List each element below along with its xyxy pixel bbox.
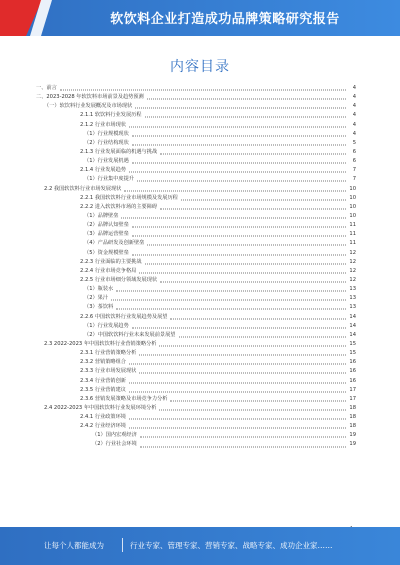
toc-leader-dots bbox=[160, 282, 346, 283]
toc-entry-page: 10 bbox=[349, 212, 356, 219]
toc-leader-dots bbox=[135, 108, 346, 109]
toc-leader-dots bbox=[170, 318, 346, 319]
toc-entry-page: 14 bbox=[349, 322, 356, 329]
toc-entry-page: 7 bbox=[352, 176, 356, 183]
toc-leader-dots bbox=[137, 181, 346, 182]
toc-entry[interactable] bbox=[36, 139, 356, 148]
toc-leader-dots bbox=[132, 144, 346, 145]
toc-entry-label: （5）资金规模壁垒 bbox=[84, 249, 129, 256]
toc-entry-label: 2.1.4 行业发展趋势 bbox=[80, 167, 126, 174]
report-title: 软饮料企业打造成功品牌策略研究报告 bbox=[110, 12, 340, 27]
toc-entry[interactable] bbox=[36, 102, 356, 111]
toc-entry[interactable] bbox=[36, 203, 356, 212]
toc-leader-dots bbox=[60, 90, 346, 91]
toc-entry-label: 2.3.5 行业营销建议 bbox=[80, 386, 126, 393]
toc-entry[interactable] bbox=[36, 440, 356, 449]
toc-leader-dots bbox=[160, 208, 346, 209]
toc-entry-page: 10 bbox=[349, 203, 356, 210]
toc-entry-label: 2.1.2 行业市场现状 bbox=[80, 121, 126, 128]
toc-leader-dots bbox=[116, 291, 346, 292]
toc-entry-page: 16 bbox=[349, 368, 356, 375]
toc-leader-dots bbox=[160, 154, 346, 155]
toc-entry-label: 2.3.6 营销发展策略及市场竞争力分析 bbox=[80, 395, 168, 402]
toc-leader-dots bbox=[159, 346, 346, 347]
toc-entry[interactable] bbox=[36, 413, 356, 422]
toc-entry-page: 18 bbox=[349, 404, 356, 411]
toc-heading: 内容目录 bbox=[170, 59, 230, 75]
toc-leader-dots bbox=[159, 409, 346, 410]
toc-entry[interactable] bbox=[36, 157, 356, 166]
toc-entry-page: 14 bbox=[349, 313, 356, 320]
toc-leader-dots bbox=[129, 382, 346, 383]
toc-entry-page: 12 bbox=[349, 258, 356, 265]
toc-leader-dots bbox=[132, 327, 346, 328]
toc-entry-page: 16 bbox=[349, 377, 356, 384]
report-header bbox=[0, 0, 400, 36]
toc-entry[interactable] bbox=[36, 386, 356, 395]
toc-entry-label: （1）行业发展机遇 bbox=[84, 158, 129, 165]
toc-entry-page: 13 bbox=[349, 286, 356, 293]
toc-entry-label: 一、前言 bbox=[36, 85, 57, 91]
toc-entry-page: 7 bbox=[352, 167, 356, 174]
toc-entry-label: 2.3.4 行业营销创新 bbox=[80, 377, 126, 384]
toc-entry-label: 2.2.6 中国软饮料行业发展趋势及展望 bbox=[80, 313, 168, 320]
toc-entry-page: 17 bbox=[349, 386, 356, 393]
toc-entry-label: 2.4.2 行业经济环境 bbox=[80, 423, 126, 430]
toc-leader-dots bbox=[139, 373, 346, 374]
toc-entry[interactable] bbox=[36, 313, 356, 322]
toc-entry[interactable] bbox=[36, 331, 356, 340]
toc-entry-label: （1）行业发展趋势 bbox=[84, 322, 129, 329]
footer-divider bbox=[122, 538, 123, 552]
toc-entry-page: 11 bbox=[349, 240, 356, 247]
toc-entry-label: 2.2.5 行业市场细分领域发展现状 bbox=[80, 276, 158, 283]
toc-entry[interactable] bbox=[36, 111, 356, 120]
toc-entry-page: 4 bbox=[352, 121, 356, 128]
toc-entry-page: 12 bbox=[349, 267, 356, 274]
toc-leader-dots bbox=[121, 218, 346, 219]
toc-entry-page: 6 bbox=[352, 148, 356, 155]
toc-entry-label: （2）果汁 bbox=[84, 295, 109, 302]
toc-leader-dots bbox=[129, 364, 346, 365]
toc-entry-page: 12 bbox=[349, 276, 356, 283]
toc-entry-label: 2.2.4 行业市场竞争格局 bbox=[80, 267, 137, 274]
toc-entry[interactable] bbox=[36, 221, 356, 230]
toc-entry-label: （2）品牌认知壁垒 bbox=[84, 222, 129, 229]
toc-leader-dots bbox=[129, 391, 346, 392]
toc-entry-label: 2.3 2022-2023 年中国软饮料行业营销策略分析 bbox=[44, 340, 157, 347]
toc-leader-dots bbox=[132, 254, 346, 255]
toc-entry-label: （2）中国软饮料行业未来发展前景展望 bbox=[84, 331, 176, 338]
toc-leader-dots bbox=[132, 227, 346, 228]
toc-leader-dots bbox=[129, 172, 346, 173]
toc-entry[interactable] bbox=[36, 267, 356, 276]
toc-leader-dots bbox=[139, 272, 346, 273]
toc-entry[interactable] bbox=[36, 121, 356, 130]
toc-entry-label: （1）国内宏观经济 bbox=[92, 432, 137, 439]
toc-leader-dots bbox=[124, 190, 346, 191]
toc-entry-label: 二、2023-2028 年软饮料市场前景及趋势预测 bbox=[36, 94, 144, 101]
toc-entry-label: （1）品牌壁垒 bbox=[84, 212, 119, 219]
toc-entry-page: 19 bbox=[349, 441, 356, 448]
toc-entry[interactable] bbox=[36, 84, 356, 93]
toc-leader-dots bbox=[145, 263, 346, 264]
toc-entry[interactable] bbox=[36, 404, 356, 413]
toc-entry-page: 4 bbox=[352, 103, 356, 110]
toc-leader-dots bbox=[181, 199, 346, 200]
toc-entry-label: （2）行业社会环境 bbox=[92, 441, 137, 448]
toc-entry[interactable] bbox=[36, 322, 356, 331]
toc-entry-page: 4 bbox=[352, 112, 356, 119]
toc-entry-page: 12 bbox=[349, 249, 356, 256]
toc-entry-label: （1）行业集中度提升 bbox=[84, 176, 134, 183]
toc-entry[interactable] bbox=[36, 230, 356, 239]
toc-entry[interactable] bbox=[36, 285, 356, 294]
toc-entry[interactable] bbox=[36, 93, 356, 102]
toc-entry-label: 2.3.2 营销策略组合 bbox=[80, 359, 126, 366]
toc-entry-page: 13 bbox=[349, 295, 356, 302]
toc-entry[interactable] bbox=[36, 276, 356, 285]
toc-entry[interactable] bbox=[36, 294, 356, 303]
toc-entry-label: （1）瓶装水 bbox=[84, 286, 114, 293]
toc-entry-page: 11 bbox=[349, 222, 356, 229]
toc-leader-dots bbox=[129, 428, 346, 429]
toc-leader-dots bbox=[170, 400, 346, 401]
toc-leader-dots bbox=[129, 126, 346, 127]
toc-entry-page: 17 bbox=[349, 395, 356, 402]
toc-entry-label: 2.4.1 行业政策环境 bbox=[80, 414, 126, 421]
toc-entry-page: 15 bbox=[349, 340, 356, 347]
toc-entry[interactable] bbox=[36, 340, 356, 349]
toc-entry[interactable] bbox=[36, 212, 356, 221]
toc-entry-label: 2.1.1 软饮料行业发展历程 bbox=[80, 112, 142, 119]
toc-entry[interactable] bbox=[36, 249, 356, 258]
toc-leader-dots bbox=[145, 117, 346, 118]
report-footer bbox=[0, 527, 400, 565]
toc-entry-page: 10 bbox=[349, 194, 356, 201]
toc-entry-label: （3）品牌运营壁垒 bbox=[84, 231, 129, 238]
toc-leader-dots bbox=[111, 300, 346, 301]
toc-entry-page: 6 bbox=[352, 158, 356, 165]
table-of-contents bbox=[36, 84, 356, 450]
toc-entry[interactable] bbox=[36, 175, 356, 184]
toc-entry[interactable] bbox=[36, 349, 356, 358]
footer-slogan-left: 让每个人都能成为 bbox=[44, 541, 104, 550]
toc-entry-page: 4 bbox=[352, 94, 356, 101]
toc-leader-dots bbox=[129, 419, 346, 420]
toc-leader-dots bbox=[147, 99, 346, 100]
toc-entry-label: 2.3.3 行业市场发展现状 bbox=[80, 368, 137, 375]
toc-entry-page: 15 bbox=[349, 350, 356, 357]
toc-leader-dots bbox=[140, 446, 346, 447]
toc-leader-dots bbox=[132, 236, 346, 237]
toc-entry[interactable] bbox=[36, 185, 356, 194]
toc-entry[interactable] bbox=[36, 377, 356, 386]
toc-entry[interactable] bbox=[36, 395, 356, 404]
toc-entry-label: 2.2 我国软饮料行业市场发展现状 bbox=[44, 185, 122, 192]
toc-entry-label: 2.2.2 进入软饮料市场的主要障碍 bbox=[80, 203, 158, 210]
toc-entry-page: 11 bbox=[349, 231, 356, 238]
toc-leader-dots bbox=[147, 245, 346, 246]
toc-entry[interactable] bbox=[36, 194, 356, 203]
toc-entry-label: （1）行业规模现状 bbox=[84, 130, 129, 137]
toc-leader-dots bbox=[140, 437, 346, 438]
toc-entry[interactable] bbox=[36, 303, 356, 312]
toc-leader-dots bbox=[139, 355, 346, 356]
toc-leader-dots bbox=[116, 309, 346, 310]
toc-entry[interactable] bbox=[36, 431, 356, 440]
toc-entry[interactable] bbox=[36, 367, 356, 376]
toc-entry-label: 2.2.1 我国软饮料行业市场规模及发展历程 bbox=[80, 194, 178, 201]
toc-entry-page: 16 bbox=[349, 359, 356, 366]
toc-entry[interactable] bbox=[36, 358, 356, 367]
toc-entry-label: 2.1.3 行业发展面临的机遇与挑战 bbox=[80, 148, 158, 155]
toc-entry-page: 18 bbox=[349, 414, 356, 421]
toc-entry-page: 14 bbox=[349, 331, 356, 338]
toc-entry-page: 5 bbox=[352, 139, 356, 146]
toc-entry-label: 2.3.1 行业营销策略分析 bbox=[80, 350, 137, 357]
toc-leader-dots bbox=[132, 135, 346, 136]
toc-entry-page: 4 bbox=[352, 85, 356, 91]
toc-entry-page: 4 bbox=[352, 130, 356, 137]
toc-entry-label: （4）产品研发及创新壁垒 bbox=[84, 240, 145, 247]
toc-entry-page: 10 bbox=[349, 185, 356, 192]
toc-entry-page: 19 bbox=[349, 432, 356, 439]
toc-entry-page: 13 bbox=[349, 304, 356, 311]
toc-entry-label: （3）茶饮料 bbox=[84, 304, 114, 311]
toc-entry-label: 2.2.3 行业面临的主要挑战 bbox=[80, 258, 142, 265]
toc-entry-page: 18 bbox=[349, 423, 356, 430]
toc-entry[interactable] bbox=[36, 130, 356, 139]
toc-entry[interactable] bbox=[36, 166, 356, 175]
toc-entry[interactable] bbox=[36, 258, 356, 267]
toc-entry[interactable] bbox=[36, 422, 356, 431]
toc-leader-dots bbox=[179, 336, 347, 337]
toc-entry-label: 2.4 2022-2023 年中国软饮料行业发展环境分析 bbox=[44, 404, 157, 411]
toc-entry[interactable] bbox=[36, 148, 356, 157]
footer-slogan-right: 行业专家、管理专家、营销专家、战略专家、成功企业家…… bbox=[130, 541, 333, 550]
toc-entry-label: （一）软饮料行业发展概况及市场现状 bbox=[44, 103, 133, 110]
toc-leader-dots bbox=[132, 163, 346, 164]
toc-entry[interactable] bbox=[36, 239, 356, 248]
toc-entry-label: （2）行业结构现状 bbox=[84, 139, 129, 146]
